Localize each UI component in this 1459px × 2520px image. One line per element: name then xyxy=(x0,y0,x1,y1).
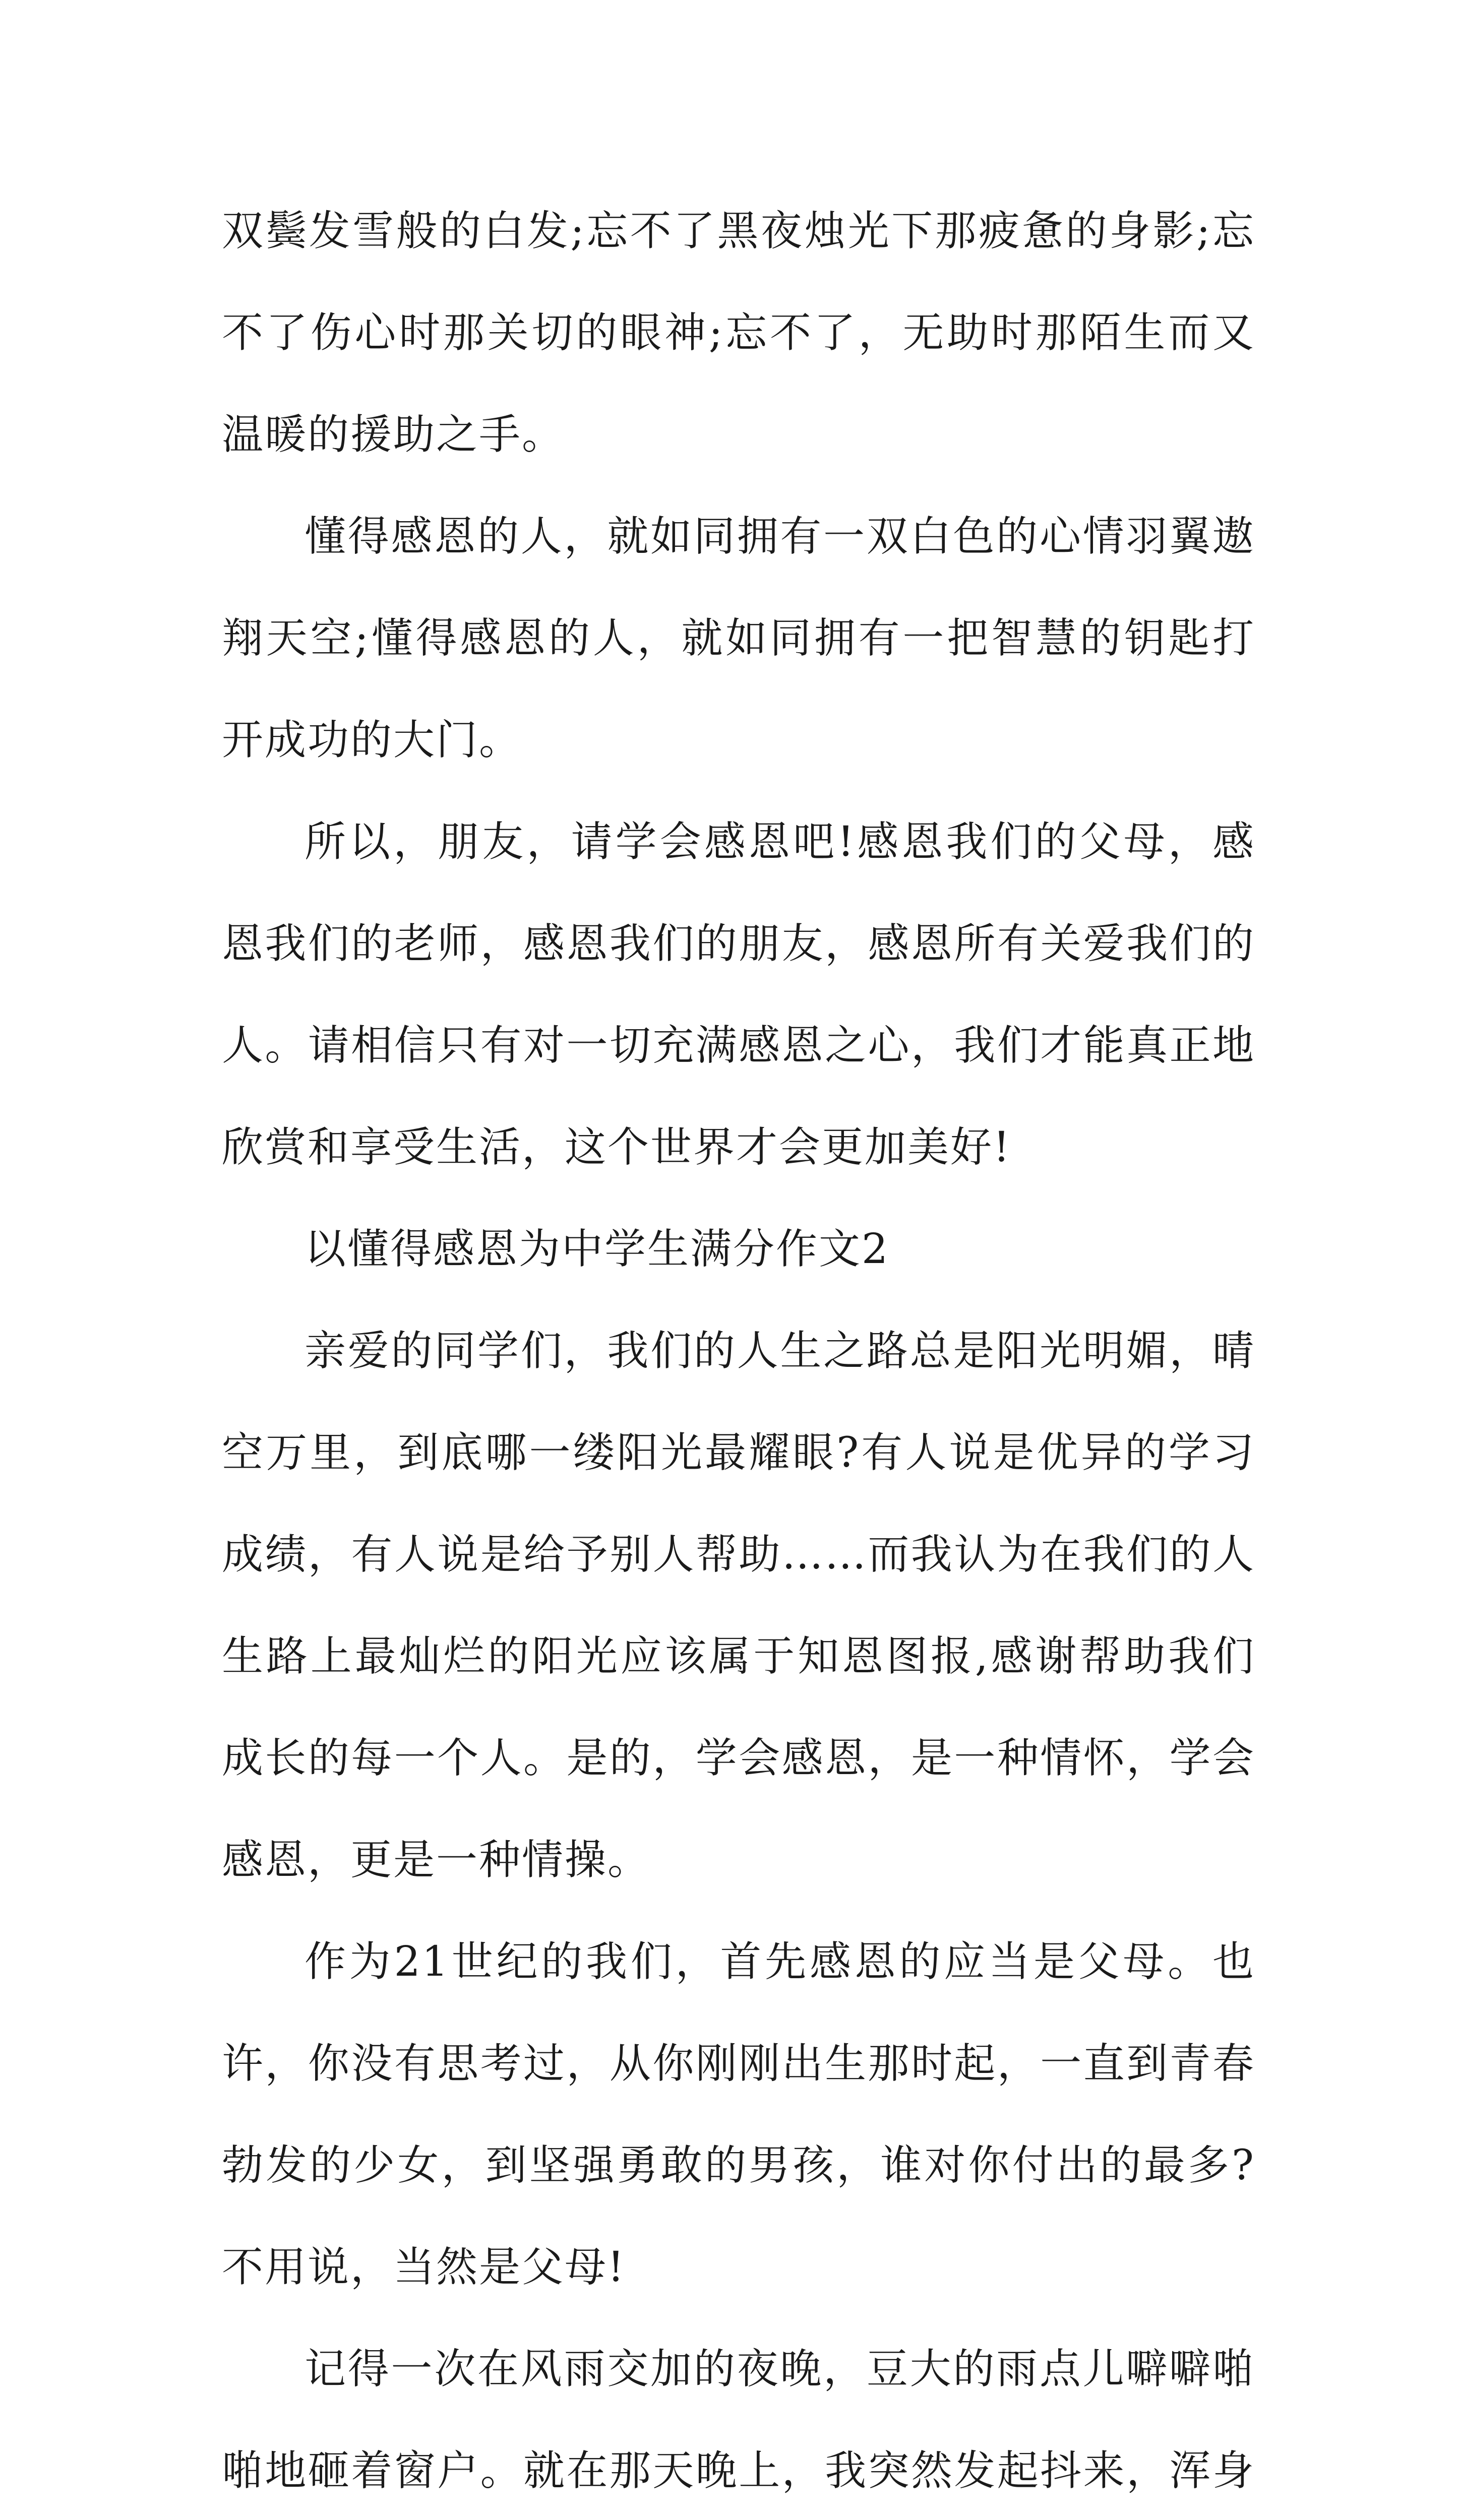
paragraph-6: 作为21世纪的我们，首先感恩的应当是父母。也许，你没有思考过，从你刚刚出生那时起，一直到青春勃发的少女，到坚强勇敢的男孩，谁对你付出的最多?不用说，当然是父母! xyxy=(222,1938,1255,2291)
paragraph-1: 双鬓发雪般的白发;忘不了黑夜烛光下那疲惫的身影;忘不了伤心时那关切的眼神;忘不了，无助时那陌生而又温暖的援助之手。 xyxy=(222,207,1255,459)
paragraph-2: 懂得感恩的人，就如同拥有一双白色的心情羽翼遨翔天空;懂得感恩的人，就如同拥有一把智慧的钥匙打开成功的大门。 xyxy=(222,513,1255,764)
essay-title: 以懂得感恩为中学生满分作文2 xyxy=(305,1225,890,1273)
paragraph-7: 记得一次在风雨交加的夜晚，豆大的雨点儿噼噼啪啪地砸着窗户。就在那天晚上，我突然发起抖来，浑身 xyxy=(222,2345,1255,2495)
paragraph-5: 亲爱的同学们，我们的人生之路总是阳光明媚，晴空万里，到底哪一缕阳光最耀眼?有人说是优异的学习成绩，有人说是给予别人帮助……而我认为在我们的人生路上最灿烂的阳光应该属于知恩图报,感谢帮助我们成长的每一个人。是的，学会感恩，是一种情怀，学会感恩，更是一种情操。 xyxy=(222,1327,1255,1884)
paragraph-3: 所以，朋友，请学会感恩吧!感恩我们的父母，感恩我们的老师，感恩我们的朋友，感恩所有关爱我们的人。请相信只有对一切充满感恩之心，我们才能真正地欣赏和享受生活，这个世界才会更加美好! xyxy=(222,818,1255,1171)
essay-body xyxy=(222,180,1255,2520)
